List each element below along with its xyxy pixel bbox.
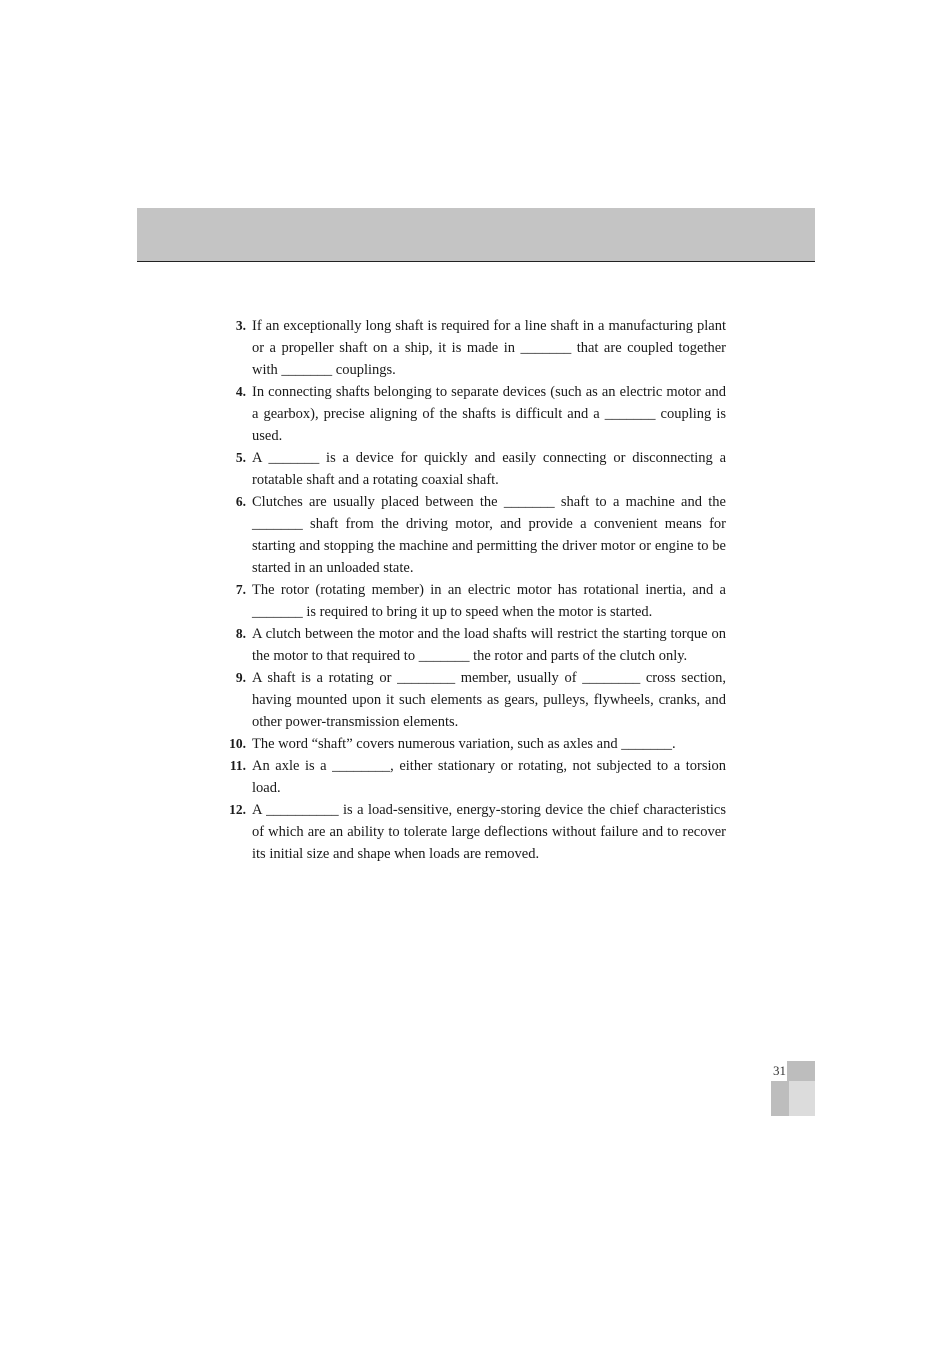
question-4 — [222, 381, 726, 447]
question-11 — [222, 755, 726, 799]
question-9 — [222, 667, 726, 733]
question-10 — [222, 733, 726, 755]
question-text: A clutch between the motor and the load shafts will restrict the starting torque on the motor to that required to _______ the rotor and parts of the clutch only. — [252, 626, 726, 664]
question-number: 6. — [235, 494, 246, 509]
question-number: 4. — [235, 384, 246, 399]
question-list — [222, 315, 726, 865]
question-text: The rotor (rotating member) in an electric motor has rotational inertia, and a _______ is required to bring it up to speed when the motor is started. — [252, 582, 726, 620]
question-8 — [222, 623, 726, 667]
question-7 — [222, 579, 726, 623]
question-number: 5. — [235, 450, 246, 465]
question-text: An axle is a ________, either stationary or rotating, not subjected to a torsion load. — [252, 758, 726, 796]
question-number: 10. — [229, 736, 246, 751]
question-number: 8. — [235, 626, 246, 641]
question-number: 12. — [229, 802, 246, 817]
page-number: 31 — [773, 1063, 786, 1078]
question-3 — [222, 315, 726, 381]
question-text: A __________ is a load-sensitive, energy-storing device the chief characteristics of which are an ability to tolerate large deflections without failure and to recover its initial size and shape when loads are removed. — [252, 802, 726, 862]
decoration-block — [771, 1081, 789, 1116]
question-number: 7. — [235, 582, 246, 597]
header-band — [137, 208, 815, 262]
question-5 — [222, 447, 726, 491]
header-rule — [137, 261, 815, 262]
question-text: A shaft is a rotating or ________ member, usually of ________ cross section, having mounted upon it such elements as gears, pulleys, flywheels, cranks, and other power-transmission elements. — [252, 670, 726, 730]
decoration-block — [787, 1061, 815, 1081]
question-6 — [222, 491, 726, 579]
question-text: The word “shaft” covers numerous variation, such as axles and _______. — [252, 736, 676, 752]
question-number: 3. — [235, 318, 246, 333]
question-text: A _______ is a device for quickly and easily connecting or disconnecting a rotatable shaft and a rotating coaxial shaft. — [252, 450, 726, 488]
question-text: Clutches are usually placed between the _______ shaft to a machine and the _______ shaft from the driving motor, and provide a convenient means for starting and stopping the machine and permitting the driver motor or engine to be started in an unloaded state. — [252, 494, 726, 576]
question-12 — [222, 799, 726, 865]
decoration-block — [789, 1081, 815, 1116]
question-number: 9. — [235, 670, 246, 685]
question-text: If an exceptionally long shaft is required for a line shaft in a manufacturing plant or a propeller shaft on a ship, it is made in _______ that are coupled together with _______ couplings. — [252, 318, 726, 378]
question-text: In connecting shafts belonging to separate devices (such as an electric motor and a gearbox), precise aligning of the shafts is difficult and a _______ coupling is used. — [252, 384, 726, 444]
question-number: 11. — [229, 758, 246, 773]
